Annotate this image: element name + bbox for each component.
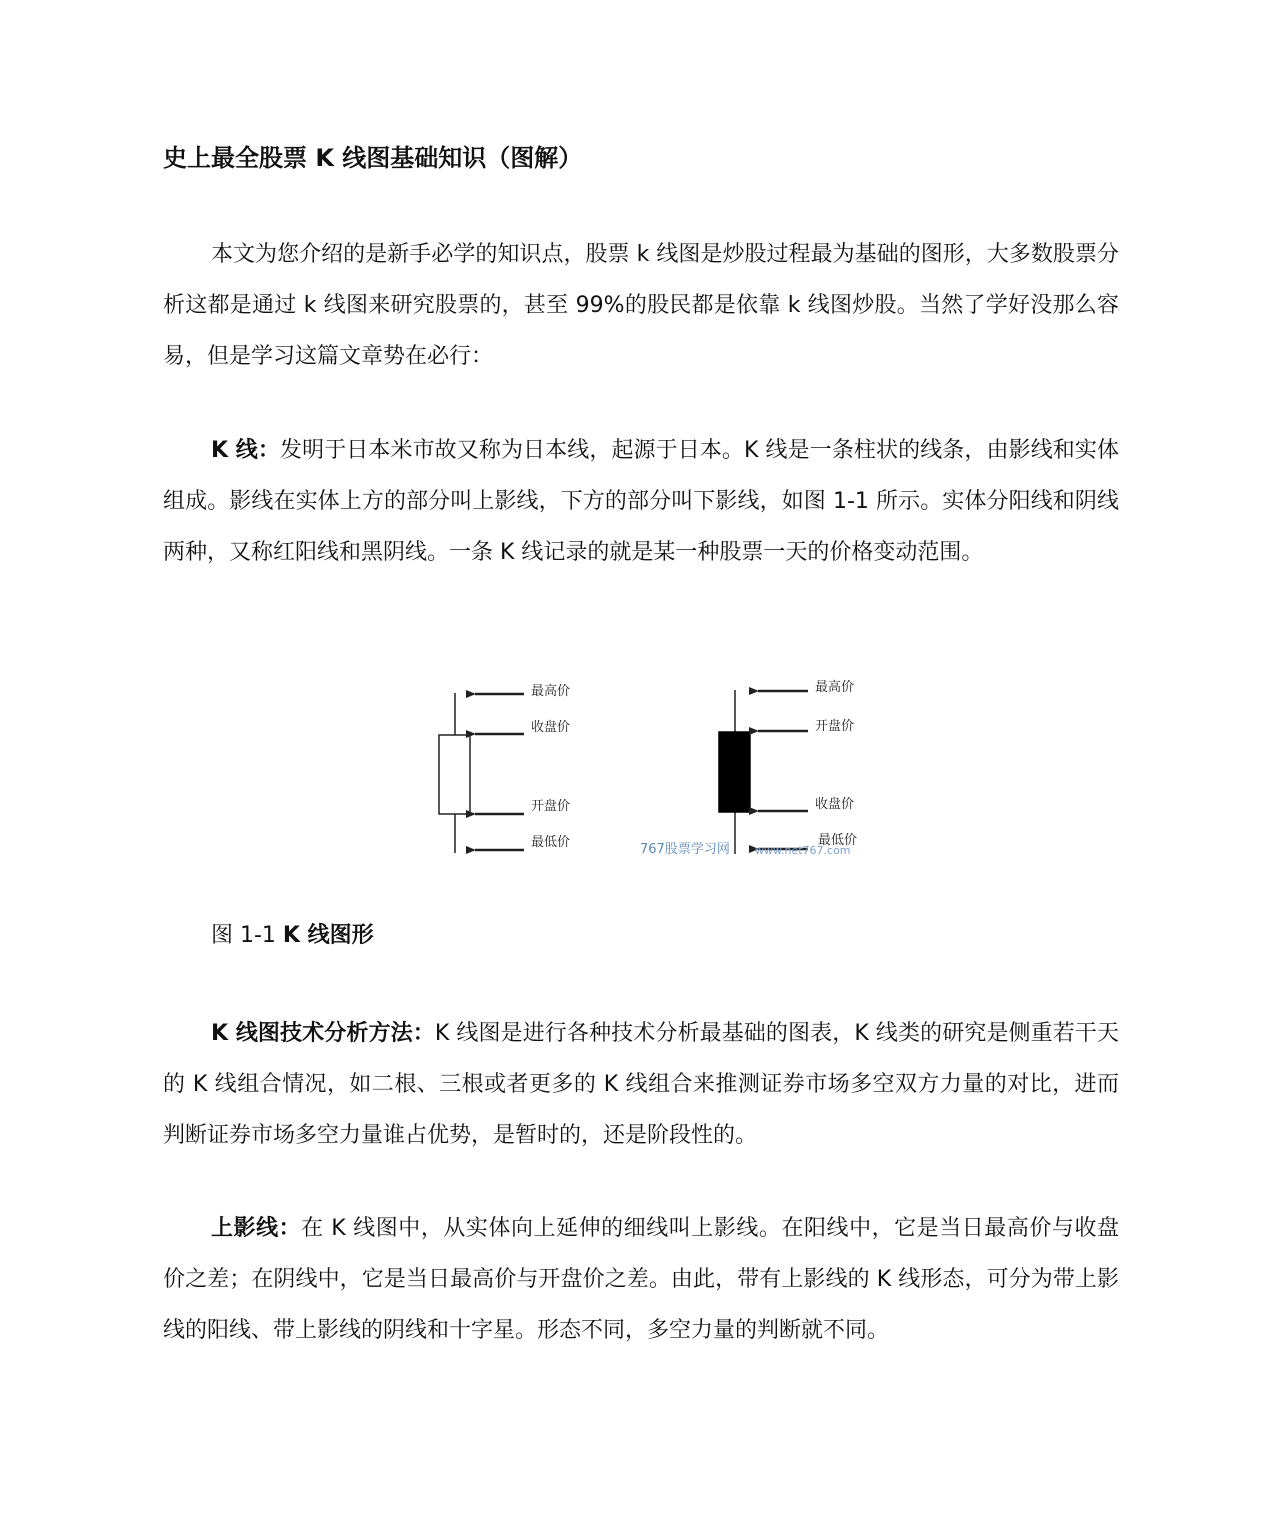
method-text: K 线图是进行各种技术分析最基础的图表，K 线类的研究是侧重若干天的 K 线组合情况，如二根、三根或者更多的 K 线组合来推测证券市场多空双方力量的对比，进而判断证券市场多空力量谁占优势，是暂时的，还是阶段性的。 (163, 1021, 1119, 1148)
candlestick-figure (418, 668, 878, 863)
page-title: 史上最全股票 K 线图基础知识（图解） (163, 144, 583, 172)
caption-prefix: 图 1-1 (211, 923, 283, 948)
k-line-paragraph (163, 425, 1119, 578)
left-label-high: 最高价 (531, 684, 571, 699)
left-arrows (475, 694, 524, 850)
watermark-text: 767股票学习网 (640, 842, 730, 857)
upper-shadow-paragraph (163, 1203, 1119, 1356)
left-label-open: 开盘价 (531, 799, 571, 814)
right-label-open: 开盘价 (815, 719, 855, 734)
k-line-lead: K 线： (211, 438, 280, 463)
hollow-candle-body (439, 735, 470, 814)
right-label-high: 最高价 (815, 680, 855, 695)
right-label-close: 收盘价 (815, 797, 855, 812)
watermark-url: www.net767.com (755, 844, 851, 857)
solid-candle-body (719, 732, 750, 812)
upper-shadow-lead: 上影线： (211, 1216, 302, 1241)
method-lead: K 线图技术分析方法： (211, 1021, 435, 1046)
k-line-text: 发明于日本米市故又称为日本线，起源于日本。K 线是一条柱状的线条，由影线和实体组成。影线在实体上方的部分叫上影线，下方的部分叫下影线，如图 1-1 所示。实体分阳线和阴线两种，又称红阳线和黑阴线。一条 K 线记录的就是某一种股票一天的价格变动范围。 (163, 438, 1119, 565)
caption-bold: K 线图形 (282, 923, 374, 948)
candlestick-diagram (418, 668, 878, 863)
intro-paragraph (163, 229, 1119, 382)
right-arrows (758, 691, 808, 849)
figure-caption (211, 914, 374, 958)
right-label-low: 最低价 (818, 833, 858, 848)
method-paragraph (163, 1008, 1119, 1161)
upper-shadow-text: 在 K 线图中，从实体向上延伸的细线叫上影线。在阳线中，它是当日最高价与收盘价之差；在阴线中，它是当日最高价与开盘价之差。由此，带有上影线的 K 线形态，可分为带上影线的阳线、带上影线的阴线和十字星。形态不同，多空力量的判断就不同。 (163, 1216, 1119, 1343)
left-label-low: 最低价 (531, 835, 571, 850)
solid-candlestick (719, 690, 750, 854)
left-label-close: 收盘价 (531, 720, 571, 735)
intro-text: 本文为您介绍的是新手必学的知识点，股票 k 线图是炒股过程最为基础的图形，大多数股票分析这都是通过 k 线图来研究股票的，甚至 99%的股民都是依靠 k 线图炒股。当然了学好没那么容易，但是学习这篇文章势在必行： (163, 242, 1119, 369)
hollow-candlestick (439, 693, 470, 853)
